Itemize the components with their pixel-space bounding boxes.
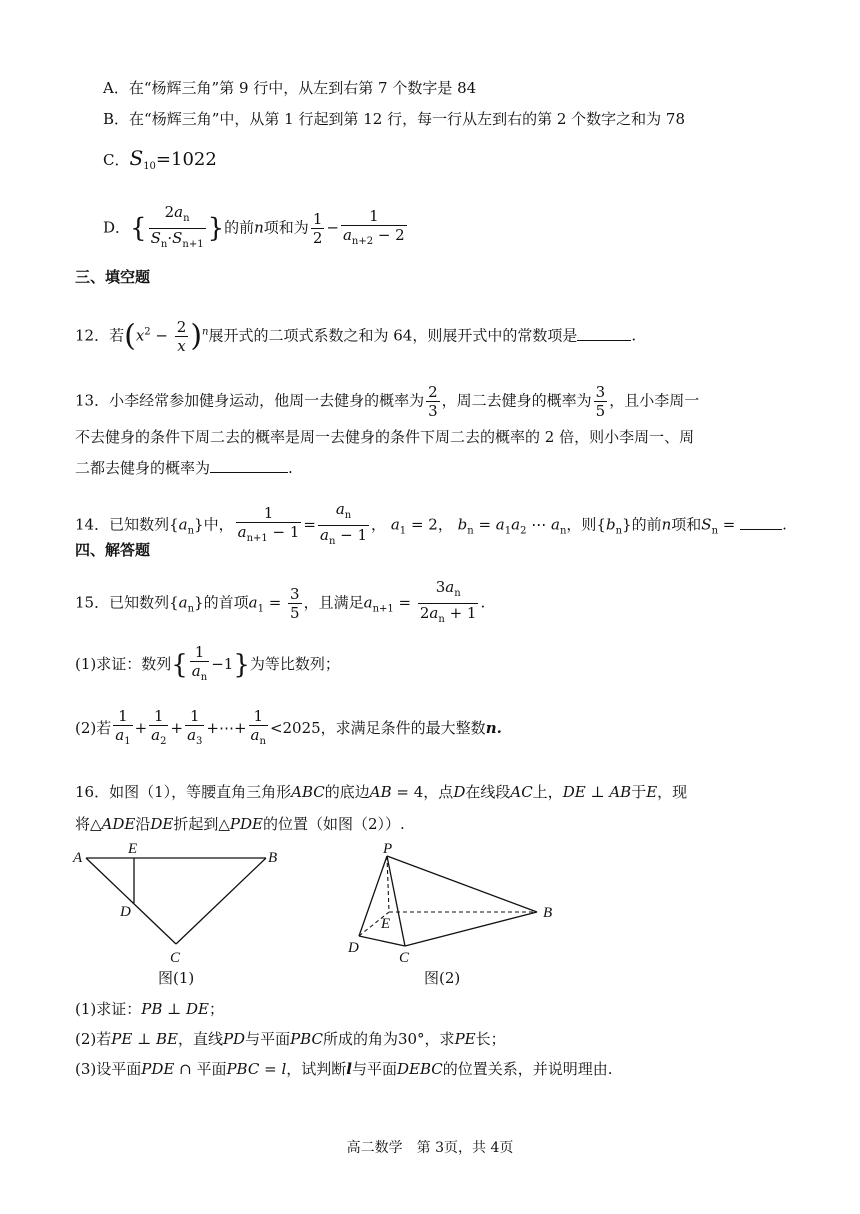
q16-p2-text-c: 与平面 — [245, 1030, 291, 1048]
svg-text:P: P — [383, 841, 393, 857]
q14-end: . — [782, 515, 787, 534]
q12-end: . — [631, 326, 637, 345]
question-13-line3 — [75, 456, 293, 480]
q15-text-b: 的首项 — [203, 593, 249, 612]
q14-text-c: ，则 — [566, 515, 597, 534]
q15-p2-text-2: <2025，求满足条件的最大整数 — [269, 719, 486, 737]
option-d: D．{ $\frac{2a_n}{S_n\cdot S_{n+1}}$ }的前n项和为 $\frac{1}{2}$ − $\frac{1}{a_{n+2} - 2}$ — [103, 203, 405, 250]
q16-text-c: ，点 — [423, 783, 454, 801]
q16-p3-text-a: (3)设平面 — [75, 1060, 142, 1078]
q16-p2-text-b: ，直线 — [177, 1030, 223, 1048]
q16-text-h: 将△ — [75, 815, 102, 833]
q15-part1: (1)求证：数列{ $\frac{1}{a_n}$ −1}为等比数列； — [75, 643, 340, 683]
figure-1 — [70, 840, 300, 970]
q16-text-k: 的位置（如图（2））. — [262, 815, 405, 833]
figure-1-caption: 图(1) — [158, 969, 195, 987]
q16-text-g: ，现 — [657, 783, 688, 801]
svg-text:E: E — [381, 916, 391, 932]
svg-text:E: E — [128, 841, 138, 857]
svg-text:D: D — [120, 904, 131, 920]
page-footer: 高二数学 第 3页，共 4页 — [346, 1140, 514, 1156]
svg-text:A: A — [73, 850, 83, 866]
option-c-value: =1022 — [155, 149, 217, 170]
figure-2-caption: 图(2) — [424, 969, 461, 987]
q16-p3-text-d: 与平面 — [351, 1060, 397, 1078]
option-b: B．在“杨辉三角”中，从第 1 行起到第 12 行，每一行从左到右的第 2 个数字之和为 78 — [103, 110, 686, 128]
question-12: 12．若($x^2$ − $\frac{2}{x}$ )$^n$展开式的二项式系数之和为 64，则展开式中的常数项是 . — [75, 318, 637, 355]
option-c: C．$S_{10}=1022$ — [103, 146, 217, 172]
q15-end: . — [480, 593, 486, 612]
q15-part2: (2)若 $\frac{1}{a_1}$ + $\frac{1}{a_2}$ + $\frac{1}{a_3}$ +⋯+ $\frac{1}{a_n}$ <2025，求满足条件的最大整数n. — [75, 707, 502, 747]
q16-p3-text-b: 平面 — [196, 1060, 227, 1078]
q15-text-a: 15．已知数列 — [75, 593, 170, 612]
q16-text-a: 16．如图（1），等腰直角三角形 — [75, 783, 292, 801]
q14-text-e: 项和 — [671, 515, 702, 534]
option-d-label: D． — [103, 218, 131, 237]
q16-part2: (2)若PE ⊥ BE，直线PD与平面PBC所成的角为30°，求PE长； — [75, 1030, 506, 1048]
q13-text-a: 13．小李经常参加健身运动，他周一去健身的概率为 — [75, 391, 425, 410]
q12-prefix: 12．若 — [75, 326, 125, 345]
q16-part1: (1)求证：PB ⊥ DE； — [75, 1000, 225, 1018]
q14-sep-2: ， — [437, 515, 453, 534]
q16-text-i: 沿 — [135, 815, 151, 833]
question-13-line2: 不去健身的条件下周二去的概率是周一去健身的条件下周二去的概率的 2 倍，则小李周一、周 — [75, 428, 695, 446]
q16-text-b: 的底边 — [324, 783, 370, 801]
q16-text-f: 于 — [631, 783, 647, 801]
q16-p3-text-c: ，试判断 — [286, 1060, 347, 1078]
q15-p2-text: (2)若 — [75, 719, 112, 737]
q15-text-c: ，且满足 — [303, 593, 364, 612]
q16-p3-text-e: 的位置关系，并说明理由. — [442, 1060, 613, 1078]
q16-part3: (3)设平面PDE ∩ 平面PBC = l，试判断l与平面DEBC的位置关系，并说明理由. — [75, 1060, 613, 1078]
svg-text:C: C — [170, 950, 181, 966]
option-a: A．在“杨辉三角”第 9 行中，从左到右第 7 个数字是 84 — [103, 79, 477, 97]
question-16-line1: 16．如图（1），等腰直角三角形ABC的底边AB = 4，点D在线段AC上，DE ⊥ AB于E，现 — [75, 783, 688, 801]
question-13-line1: 13．小李经常参加健身运动，他周一去健身的概率为 $\frac{2}{3}$ ，周二去健身的概率为 $\frac{3}{5}$ ，且小李周一 — [75, 383, 700, 420]
q13-end: . — [288, 459, 293, 477]
section-answer: 四、解答题 — [75, 541, 151, 559]
q14-text-d: 的前 — [631, 515, 662, 534]
question-14: 14．已知数列$\{a_n\}$中， $\frac{1}{a_{n+1} - 1}$ = $\frac{a_n}{a_n - 1}$ ， $a_1 = 2$， $b_n = a_1a_2$ ⋯ $a_n$，则$\{b_n\}$的前n项和$S_n$ = . — [75, 500, 787, 547]
q13-text-b: ，周二去健身的概率为 — [441, 391, 592, 410]
question-16-line2: 将△ADE沿DE折起到△PDE的位置（如图（2））. — [75, 815, 405, 833]
q16-p2-text-d: 所成的角为30°，求 — [322, 1030, 455, 1048]
q14-text-b: 中， — [203, 515, 234, 534]
question-15: 15．已知数列$\{a_n\}$的首项$a_1$ = $\frac{3}{5}$ ，且满足$a_{n+1}$ = $\frac{3a_n}{2a_n + 1}$ . — [75, 578, 486, 625]
q16-p2-text-a: (2)若 — [75, 1030, 112, 1048]
svg-text:B: B — [543, 905, 553, 921]
q15-p2-n: n. — [485, 719, 502, 737]
svg-text:B: B — [268, 850, 278, 866]
q13-text-d: 二都去健身的概率为 — [75, 459, 211, 477]
q16-text-d: 在线段 — [465, 783, 511, 801]
q13-text-c: ，且小李周一 — [609, 391, 700, 410]
q16-text-j: 折起到△ — [173, 815, 230, 833]
q15-p1-text: (1)求证：数列 — [75, 655, 172, 673]
q12-text: 展开式的二项式系数之和为 64，则展开式中的常数项是 — [208, 326, 578, 345]
q16-text-e: 上， — [532, 783, 563, 801]
q14-text-a: 14．已知数列 — [75, 515, 170, 534]
q16-p2-text-e: 长； — [475, 1030, 506, 1048]
option-d-text-2: 项和为 — [263, 218, 309, 237]
option-d-text: 的前 — [224, 218, 255, 237]
option-c-label: C． — [103, 151, 130, 169]
section-fill-in: 三、填空题 — [75, 268, 151, 286]
figure-2 — [345, 840, 575, 970]
q15-p1-text-2: 为等比数列； — [249, 655, 340, 673]
svg-text:C: C — [399, 950, 410, 966]
svg-text:D: D — [348, 940, 359, 956]
q14-sep-1: ， — [371, 515, 387, 534]
q16-p1-text: (1)求证： — [75, 1000, 142, 1018]
